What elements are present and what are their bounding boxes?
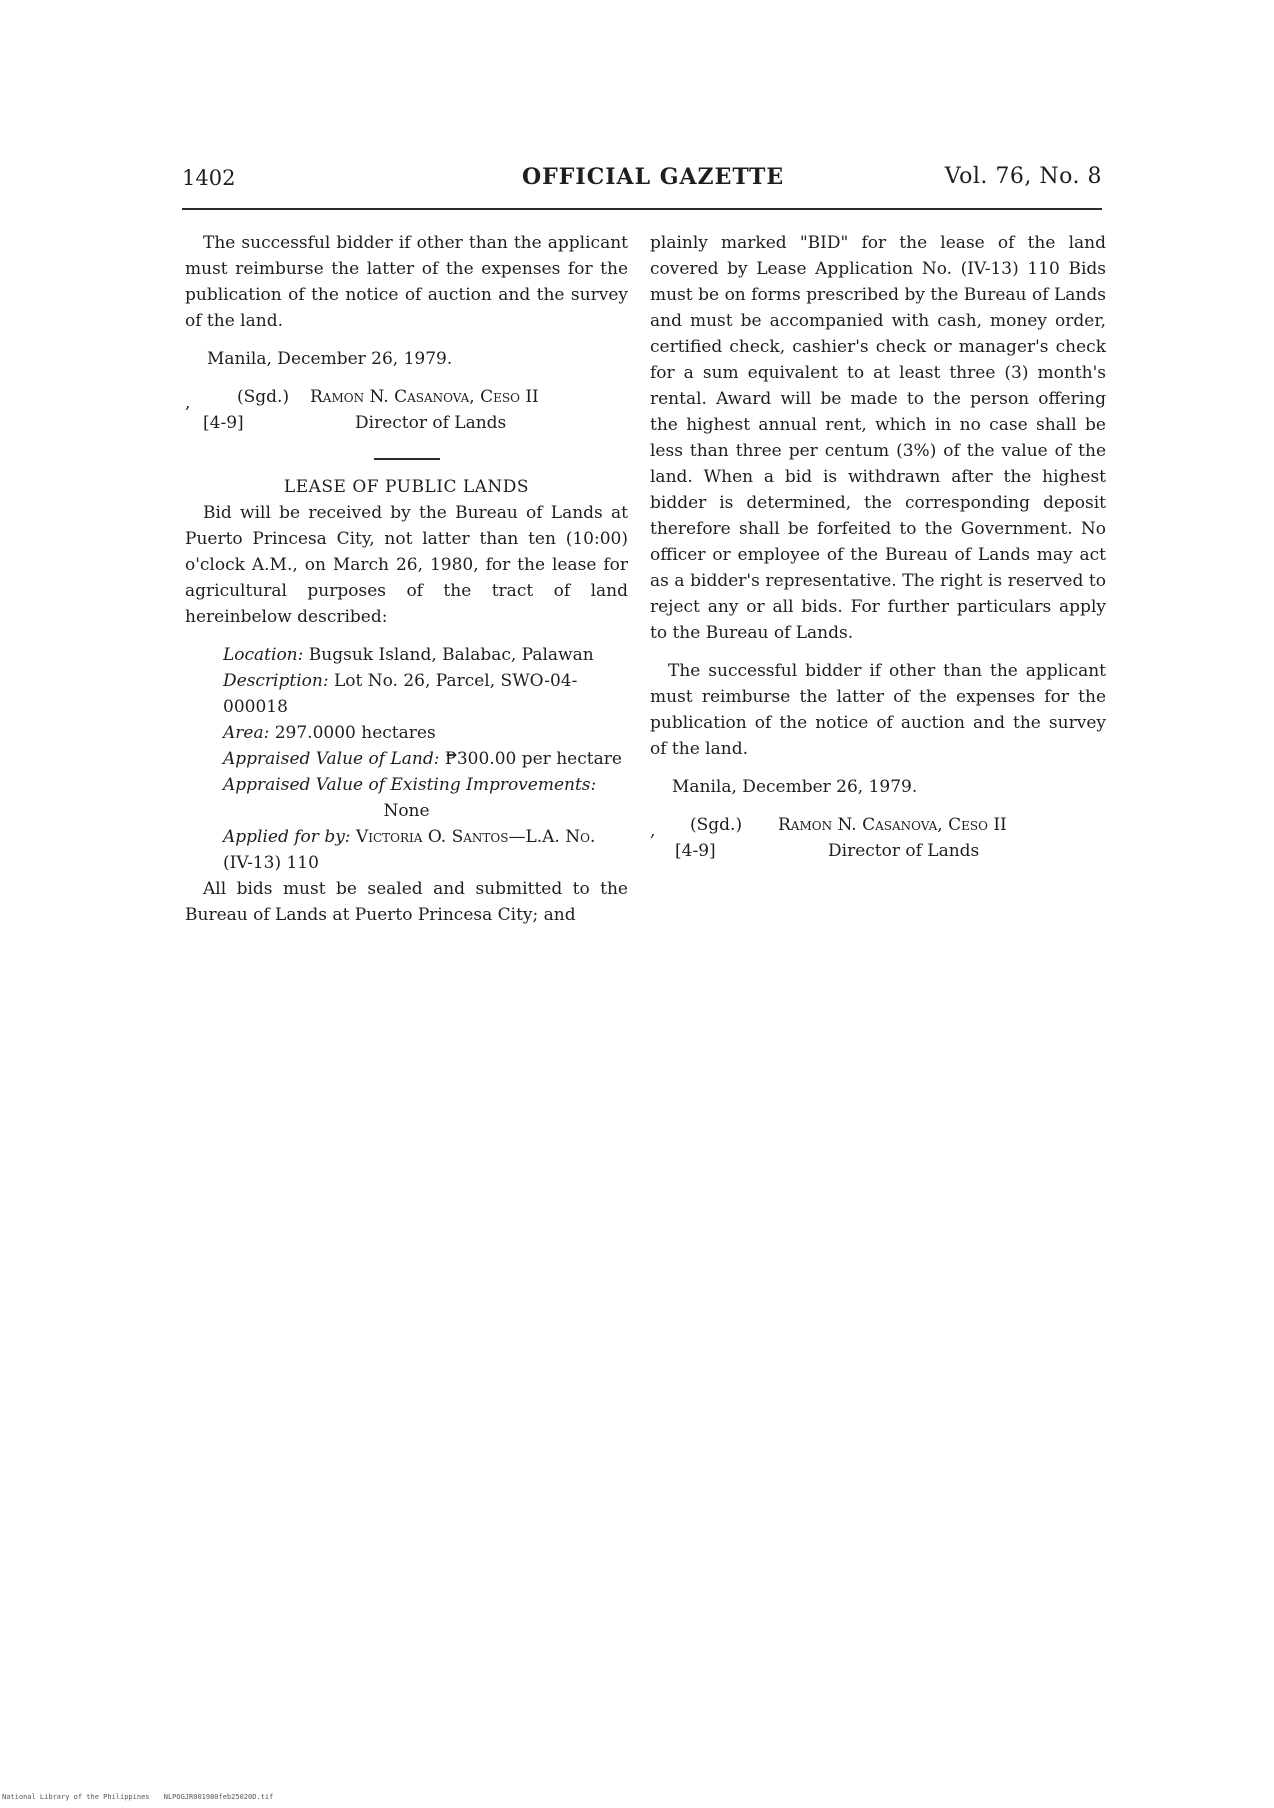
reimbursement-paragraph: The successful bidder if other than the applicant must reimburse the latter of the expenses for the publication of the notice of auction and the survey of the land. [185,233,628,331]
signatory-name-2: Ramon N. Casanova, Ceso II [778,815,1007,835]
section-divider [374,458,440,460]
signatory-title: Director of Lands [355,413,507,433]
applicant-value: Victoria O. Santos—L.A. No. (IV-13) 110 [223,827,596,873]
applicant-entry [185,824,628,876]
area-label: Area: [223,723,270,743]
signed-mark-2: (Sgd.) [690,815,743,835]
scan-footer [2,1793,273,1801]
reimbursement-paragraph-2: The successful bidder if other than the applicant must reimburse the latter of the expenses for the publication of the notice of auction and the survey of the land. [650,661,1106,759]
location-label: Location: [223,645,304,665]
signature-block: , (Sgd.) Ramon N. Casanova, Ceso II [4-9] Director of Lands [185,384,628,436]
area-value: 297.0000 hectares [274,723,436,743]
location-entry [185,642,628,668]
sealed-bids-paragraph: All bids must be sealed and submitted to the Bureau of Lands at Puerto Princesa City; and [185,879,628,925]
header-rule [182,208,1102,210]
improvements-entry [185,772,628,798]
location-value: Bugsuk Island, Balabac, Palawan [308,645,594,665]
dateline-2: Manila, December 26, 1979. [672,777,918,797]
improvements-value: None [383,801,430,821]
applicant-label: Applied for by: [223,827,351,847]
signed-mark: (Sgd.) [237,387,290,407]
left-column [185,230,628,928]
land-value-value: ₱300.00 per hectare [444,749,622,769]
bid-requirements-paragraph: plainly marked "BID" for the lease of the land covered by Lease Application No. (IV-13) 110 Bids must be on forms prescribed by the Bureau of Lands and must be accompanied with cash, money order, certified check, cashier's check or manager's check for a sum equivalent to at least three (3) month's rental. Award will be made to the person offering the highest annual rent, which in no case shall be less than three per centum (3%) of the value of the land. When a bid is withdrawn after the highest bidder is determined, the corresponding deposit therefore shall be forfeited to the Government. No officer or employee of the Bureau of Lands may act as a bidder's representative. The right is reserved to reject any or all bids. For further particulars apply to the Bureau of Lands. [650,233,1106,643]
signature-block-2: , (Sgd.) Ramon N. Casanova, Ceso II [4-9] Director of Lands [650,812,1106,864]
publication-title: OFFICIAL GAZETTE [522,164,785,190]
signatory-title-2: Director of Lands [828,841,980,861]
description-value: Lot No. 26, Parcel, SWO-04-000018 [223,671,578,717]
right-column [650,230,1106,864]
page-header [182,162,1102,198]
dateline: Manila, December 26, 1979. [207,349,453,369]
description-entry [185,668,628,720]
section-heading: LEASE OF PUBLIC LANDS [283,477,530,497]
notice-code-2: [4-9] [675,841,716,861]
land-value-entry [185,746,628,772]
scan-filename: NLPOGJR001980feb25020D.tif [163,1793,274,1801]
volume-number: Vol. 76, No. 8 [944,164,1102,189]
improvements-label: Appraised Value of Existing Improvements: [223,775,597,795]
area-entry [185,720,628,746]
land-value-label: Appraised Value of Land: [223,749,440,769]
bid-notice-paragraph: Bid will be received by the Bureau of Lands at Puerto Princesa City, not latter than ten (10:00) o'clock A.M., on March 26, 1980, for the lease for agricultural purposes of the tract of land hereinbelow described: [185,503,628,627]
page-number: 1402 [182,166,236,190]
notice-code: [4-9] [203,413,244,433]
signatory-name: Ramon N. Casanova, Ceso II [310,387,539,407]
library-credit: National Library of the Philippines [2,1793,150,1801]
description-label: Description: [223,671,329,691]
